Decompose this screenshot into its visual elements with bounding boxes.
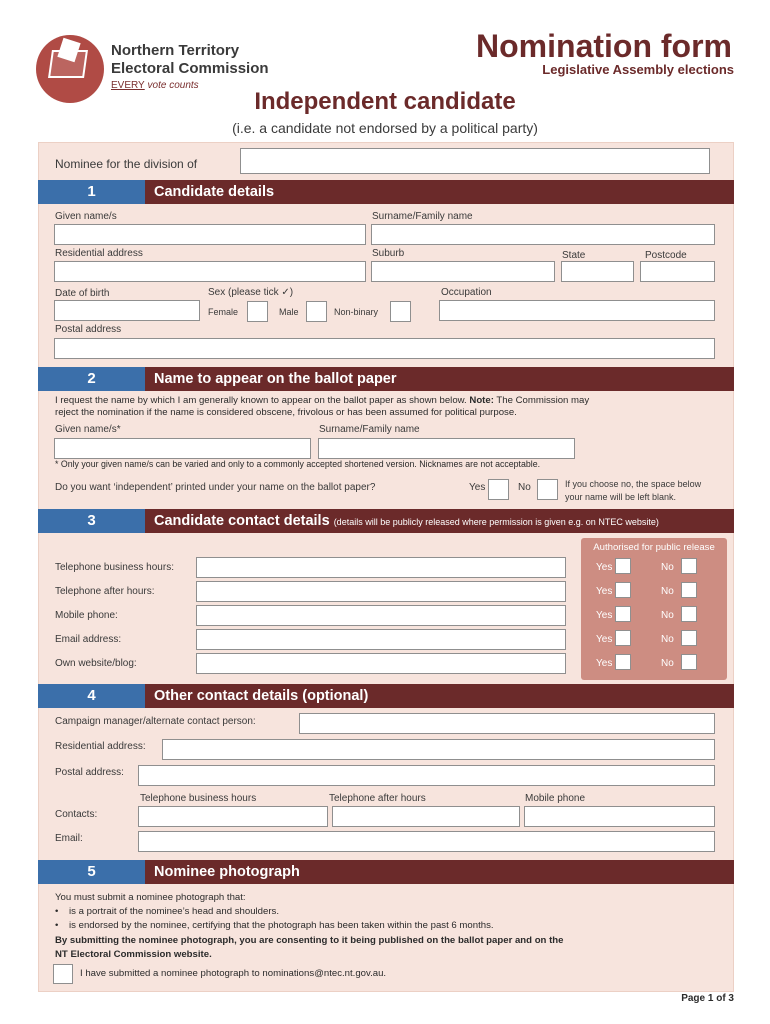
section-2-intro: I request the name by which I am generally known to appear on the ballot paper as shown below. Note: The Commission may <box>55 395 590 406</box>
ballot-footnote: * Only your given name/s can be varied and only to a commonly accepted shortened version. Nicknames are not acceptable. <box>55 459 541 469</box>
section-2-header <box>38 367 734 391</box>
surname-label: Surname/Family name <box>372 211 473 222</box>
independent-no-label: No <box>518 482 531 493</box>
section-number: 3 <box>38 509 145 533</box>
s4-postal-label: Postal address: <box>55 767 124 778</box>
release-no-label: No <box>661 562 674 573</box>
female-label: Female <box>208 307 239 317</box>
independent-no-note-line2: your name will be left blank. <box>565 492 677 502</box>
section-1-header <box>38 180 734 204</box>
independent-no-note-line1: If you choose no, the space below <box>565 479 702 489</box>
release-no-label: No <box>661 658 674 669</box>
photo-submitted-label: I have submitted a nominee photograph to nominations@ntec.nt.gov.au. <box>80 968 387 979</box>
section-number: 4 <box>38 684 145 708</box>
form-title: Nomination form <box>476 28 732 64</box>
release-no-label: No <box>661 610 674 621</box>
postcode-input[interactable] <box>640 261 715 282</box>
dob-label: Date of birth <box>55 288 110 299</box>
surname-input[interactable] <box>371 224 715 245</box>
independent-no-checkbox[interactable] <box>537 479 558 500</box>
campaign-manager-label: Campaign manager/alternate contact person: <box>55 716 256 727</box>
section-3-header <box>38 509 734 533</box>
section-5-header <box>38 860 734 884</box>
section-number: 5 <box>38 860 145 884</box>
page-subtitle: (i.e. a candidate not endorsed by a political party) <box>232 120 538 136</box>
section-title: Candidate details <box>145 180 734 204</box>
male-checkbox[interactable] <box>306 301 327 322</box>
section-title: Name to appear on the ballot paper <box>145 367 734 391</box>
photo-submitted-checkbox[interactable] <box>53 964 73 984</box>
ballot-given-names-input[interactable] <box>54 438 311 459</box>
contact-row-label: Mobile phone: <box>55 610 118 621</box>
contact-row-label: Own website/blog: <box>55 658 137 669</box>
residential-address-input[interactable] <box>54 261 366 282</box>
section-number: 1 <box>38 180 145 204</box>
ballot-surname-label: Surname/Family name <box>319 424 420 435</box>
female-checkbox[interactable] <box>247 301 268 322</box>
division-input[interactable] <box>240 148 710 174</box>
section-title-note: (details will be publicly released where permission is given e.g. on NTEC website) <box>333 517 659 527</box>
website-release-yes[interactable] <box>615 654 631 670</box>
male-label: Male <box>279 307 299 317</box>
postal-address-label: Postal address <box>55 324 122 335</box>
release-no-label: No <box>661 634 674 645</box>
campaign-manager-input[interactable] <box>299 713 715 734</box>
section-4-header <box>38 684 734 708</box>
tel-after-input[interactable] <box>196 581 566 602</box>
s4-tel-business-label: Telephone business hours <box>140 793 257 804</box>
photo-intro: You must submit a nominee photograph that: <box>55 892 246 903</box>
photo-consent-line2: NT Electoral Commission website. <box>55 949 212 960</box>
sex-label: Sex (please tick ✓) <box>208 287 294 298</box>
tel-business-release-yes[interactable] <box>615 558 631 574</box>
s4-tel-after-label: Telephone after hours <box>329 793 426 804</box>
division-label: Nominee for the division of <box>55 157 198 171</box>
residential-address-label: Residential address <box>55 248 143 259</box>
suburb-label: Suburb <box>372 248 405 259</box>
s4-tel-after-input[interactable] <box>332 806 520 827</box>
release-yes-label: Yes <box>596 634 613 645</box>
photo-bullet-2: • is endorsed by the nominee, certifying that the photograph has been taken within the past 6 months. <box>55 920 494 931</box>
state-label: State <box>562 250 586 261</box>
photo-consent-line1: By submitting the nominee photograph, you are consenting to it being published on the ballot paper and on the <box>55 935 564 946</box>
page-number: Page 1 of 3 <box>681 993 734 1004</box>
tel-business-release-no[interactable] <box>681 558 697 574</box>
s4-mobile-label: Mobile phone <box>525 793 586 804</box>
ballot-surname-input[interactable] <box>318 438 575 459</box>
independent-question: Do you want ‘independent’ printed under your name on the ballot paper? <box>55 482 376 493</box>
section-number: 2 <box>38 367 145 391</box>
s4-postal-input[interactable] <box>138 765 715 786</box>
s4-contacts-label: Contacts: <box>55 809 98 820</box>
email-release-no[interactable] <box>681 630 697 646</box>
tel-after-release-yes[interactable] <box>615 582 631 598</box>
s4-mobile-input[interactable] <box>524 806 715 827</box>
ballot-given-names-label: Given name/s* <box>55 424 121 435</box>
postal-address-input[interactable] <box>54 338 715 359</box>
org-name-line2: Electoral Commission <box>111 60 269 77</box>
contact-row-label: Email address: <box>55 634 122 645</box>
nonbinary-checkbox[interactable] <box>390 301 411 322</box>
s4-residential-label: Residential address: <box>55 741 146 752</box>
website-input[interactable] <box>196 653 566 674</box>
tel-business-input[interactable] <box>196 557 566 578</box>
s4-tel-business-input[interactable] <box>138 806 328 827</box>
page-title: Independent candidate <box>254 88 516 115</box>
org-name-line1: Northern Territory <box>111 42 240 59</box>
authorised-release-heading: Authorised for public release <box>593 542 715 553</box>
section-title: Candidate contact details (details will be publicly released where permission is given e.g. on NTEC website) <box>145 509 734 533</box>
dob-input[interactable] <box>54 300 200 321</box>
suburb-input[interactable] <box>371 261 555 282</box>
given-names-input[interactable] <box>54 224 366 245</box>
website-release-no[interactable] <box>681 654 697 670</box>
state-input[interactable] <box>561 261 634 282</box>
release-yes-label: Yes <box>596 658 613 669</box>
contact-row-label: Telephone business hours: <box>55 562 174 573</box>
email-input[interactable] <box>196 629 566 650</box>
release-yes-label: Yes <box>596 610 613 621</box>
email-release-yes[interactable] <box>615 630 631 646</box>
postcode-label: Postcode <box>645 250 687 261</box>
s4-residential-input[interactable] <box>162 739 715 760</box>
mobile-release-no[interactable] <box>681 606 697 622</box>
form-subtitle: Legislative Assembly elections <box>542 62 734 77</box>
section-2-intro-line2: reject the nomination if the name is considered obscene, frivolous or has been assumed for political purpose. <box>55 407 517 418</box>
occupation-input[interactable] <box>439 300 715 321</box>
s4-email-input[interactable] <box>138 831 715 852</box>
release-no-label: No <box>661 586 674 597</box>
contact-row-label: Telephone after hours: <box>55 586 155 597</box>
given-names-label: Given name/s <box>55 211 117 222</box>
independent-yes-label: Yes <box>469 482 486 493</box>
mobile-input[interactable] <box>196 605 566 626</box>
release-yes-label: Yes <box>596 586 613 597</box>
photo-bullet-1: • is a portrait of the nominee’s head and shoulders. <box>55 906 279 917</box>
section-title: Nominee photograph <box>145 860 734 884</box>
nonbinary-label: Non-binary <box>334 307 379 317</box>
release-yes-label: Yes <box>596 562 613 573</box>
ballot-box-icon <box>48 50 88 78</box>
tel-after-release-no[interactable] <box>681 582 697 598</box>
mobile-release-yes[interactable] <box>615 606 631 622</box>
org-tagline: EVERY vote counts <box>111 80 199 91</box>
s4-email-label: Email: <box>55 833 83 844</box>
section-title: Other contact details (optional) <box>145 684 734 708</box>
independent-yes-checkbox[interactable] <box>488 479 509 500</box>
occupation-label: Occupation <box>441 287 492 298</box>
